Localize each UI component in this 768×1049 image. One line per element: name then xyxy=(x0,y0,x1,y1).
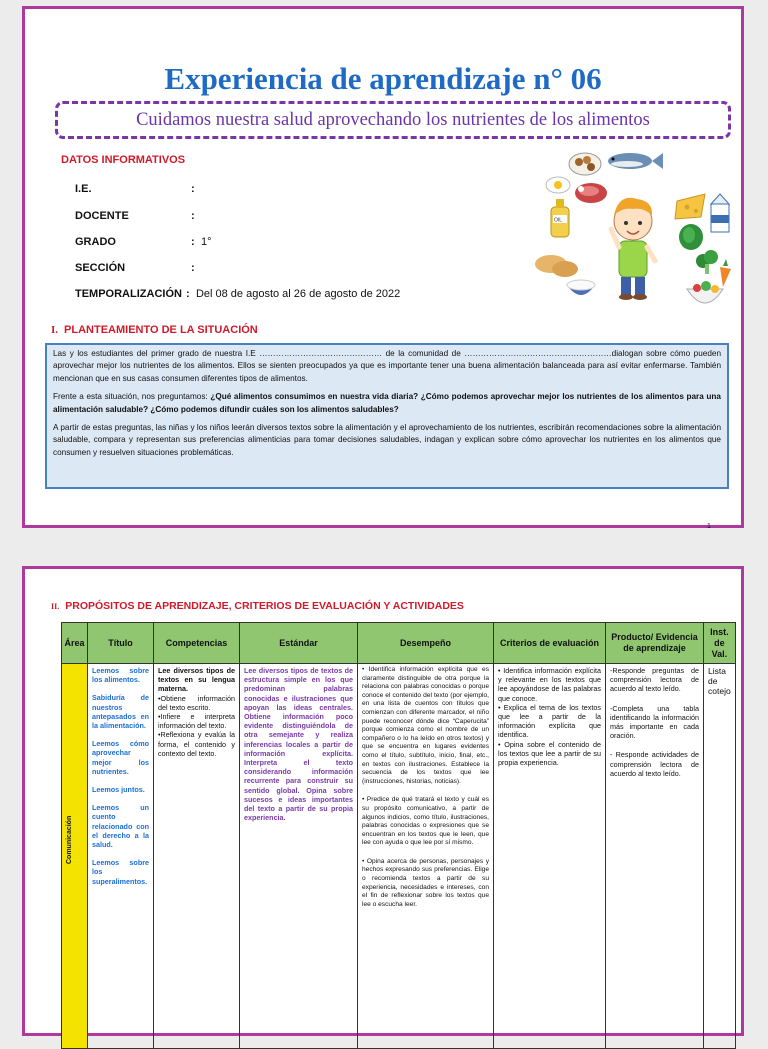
table-header-row xyxy=(62,623,736,664)
table-row xyxy=(62,664,736,1049)
field-docente: DOCENTE : xyxy=(75,210,195,222)
header-competencias: Competencias xyxy=(154,623,240,664)
field-grado: GRADO : 1° xyxy=(75,236,212,248)
producto-cell xyxy=(606,664,704,1049)
paragraph-questions: ¿Qué alimentos consumimos en nuestra vida diaria? ¿Cómo podemos aprovechar mejor los nutrientes de los alimentos para una alimentación saludable? ¿Cómo podemos difundir cuáles son los alimentos saludables? xyxy=(53,392,721,414)
desempeno-item: • Predice de qué tratará el texto y cuál es su propósito comunicativo, a partir de algunos indicios, como título, ilustraciones, palabras conocidas o expresiones que se encuentran en los textos que le leen, que lee con ayuda o que lee por sí mismo. xyxy=(362,796,489,847)
child-figure xyxy=(611,198,655,300)
page-title: Experiencia de aprendizaje n° 06 xyxy=(164,61,602,96)
titulo-cell xyxy=(88,664,154,1049)
bread-icon xyxy=(535,255,578,277)
criterio-item: • Identifica información explícita y relevante en los textos que lee apoyándose de las palabras que conoce. xyxy=(498,666,601,703)
criterios-cell xyxy=(494,664,606,1049)
fish-icon xyxy=(608,153,663,169)
document-page-1 xyxy=(22,6,744,528)
area-cell xyxy=(62,664,88,1049)
salad-bowl-icon xyxy=(687,281,723,303)
competencia-item: •Infiere e interpreta información del texto. xyxy=(158,712,235,731)
field-seccion: SECCIÓN : xyxy=(75,262,195,274)
situation-paragraph-1: Las y los estudiantes del primer grado de nuestra I.E ……………………………………… de la comunidad de ………………………………………………dialogan sobre cómo pueden aprovechar mejor los nutrientes de los alimentos. Ellos se sienten preocupados ya que es importante tener una buena alimentación balanceada para así evitar enfermarse. También mencionan que en sus casas consumen diferentes tipos de alimentos. xyxy=(53,349,721,383)
document-page-2 xyxy=(22,566,744,1036)
desempeno-item: • Identifica información explícita que es claramente distinguible de otra porque la relaciona con palabras conocidas o porque conoce el contenido del texto (por ejemplo, en una lista de cuentos con títulos que comienzan con diferente marcador, el niño puede reconocer dónde dice “Caperucita” porque comienza como el nombre de un compañero o lo ha leído en otros textos) y que se encuentra en lugares evidentes como el título, subtítulo, inicio, final, etc., en textos con ilustraciones. Establece la secuencia de los textos que lee (instrucciones, historias, noticias). xyxy=(362,666,489,785)
desempeno-cell xyxy=(358,664,494,1049)
meat-icon xyxy=(575,183,607,203)
header-titulo: Título xyxy=(88,623,154,664)
section-1-heading xyxy=(51,324,258,336)
healthy-food-illustration xyxy=(515,149,740,324)
egg-icon xyxy=(546,177,570,193)
subtitle: Cuidamos nuestra salud aprovechando los nutrientes de los alimentos xyxy=(136,110,650,130)
field-value: Del 08 de agosto al 26 de agosto de 2022 xyxy=(195,288,401,300)
criterio-item: • Explica el tema de los textos que lee a partir de la información explícita que identifica. xyxy=(498,702,601,740)
svg-text:OIL: OIL xyxy=(554,217,563,224)
situation-paragraph-2 xyxy=(53,391,721,416)
producto-item: - Responde actividades de comprensión lectora de acuerdo al texto leído. xyxy=(610,750,699,778)
producto-item: -Responde preguntas de comprensión lectora de acuerdo al texto leído. xyxy=(610,666,699,694)
titulo-item: Leemos un cuento relacionado con el derecho a la salud. xyxy=(92,803,149,850)
milk-carton-icon xyxy=(711,194,729,232)
header-instrumento: Inst. de Val. xyxy=(704,623,736,664)
field-label: SECCIÓN xyxy=(75,262,126,274)
area-label: Comunicación xyxy=(66,815,73,864)
section-title: PROPÓSITOS DE APRENDIZAJE, CRITERIOS DE EVALUACIÓN Y ACTIVIDADES xyxy=(65,600,464,612)
header-desempeno: Desempeño xyxy=(358,623,494,664)
field-label: DOCENTE xyxy=(75,210,129,222)
situation-box xyxy=(45,343,729,489)
field-value: 1° xyxy=(201,236,212,248)
competencias-cell xyxy=(154,664,240,1049)
titulo-item: Leemos cómo aprovechar mejor los nutrientes. xyxy=(92,739,149,776)
header-producto: Producto/ Evidencia de aprendizaje xyxy=(606,623,704,664)
instrumento-cell: Lista de cotejo xyxy=(704,664,736,1049)
section-title: PLANTEAMIENTO DE LA SITUACIÓN xyxy=(64,324,258,336)
oil-bottle-icon xyxy=(551,199,569,237)
cheese-icon xyxy=(675,194,705,219)
learning-plan-table xyxy=(61,622,736,1049)
estandar-text: Lee diversos tipos de textos de estructura simple en los que predominan palabras conocidas e ilustraciones que apoyan las ideas centrales. Obtiene información poco evidente distinguiéndola de otra semejante y realiza inferencias locales a partir de información explícita. Interpreta el texto considerando información recurrente para construir su sentido global. Opina sobre sucesos e ideas importantes del texto a partir de su propia experiencia. xyxy=(244,666,353,823)
section-2-heading xyxy=(51,600,464,612)
broccoli-icon xyxy=(696,250,718,274)
paragraph-intro: Frente a esta situación, nos preguntamos: xyxy=(53,392,211,402)
field-label: I.E. xyxy=(75,183,92,195)
titulo-item: Leemos sobre los superalimentos. xyxy=(92,858,149,886)
page-number: 1 xyxy=(707,523,711,530)
section-number: II. xyxy=(51,602,60,611)
field-temporalizacion: TEMPORALIZACIÓN : Del 08 de agosto al 26 de agosto de 2022 xyxy=(75,288,401,300)
section-number: I. xyxy=(51,324,59,336)
situation-paragraph-3: A partir de estas preguntas, las niñas y los niños leerán diversos textos sobre la alimentación y el aprovechamiento de los nutrientes, escribirán recomendaciones sobre la alimentación saludable, compara y representan sus preferencias alimenticias para tomar decisiones saludables, indagan y explican sobre cómo aprovechar los nutrientes en los alimentos que consumen y resuelven situaciones problemáticas. xyxy=(53,423,721,457)
rice-bowl-icon xyxy=(567,280,595,295)
titulo-item: Sabiduría de nuestros antepasados en la alimentación. xyxy=(92,693,149,731)
field-ie: I.E. : xyxy=(75,183,195,195)
header-criterios: Criterios de evaluación xyxy=(494,623,606,664)
field-label: TEMPORALIZACIÓN xyxy=(75,288,182,300)
producto-item: -Completa una tabla identificando la información más importante en cada oración. xyxy=(610,703,699,741)
carrot-icon xyxy=(720,259,731,287)
field-label: GRADO xyxy=(75,236,116,248)
datos-heading: DATOS INFORMATIVOS xyxy=(61,154,186,166)
subtitle-box xyxy=(55,101,731,139)
titulo-item: Leemos sobre los alimentos. xyxy=(92,666,149,685)
lettuce-icon xyxy=(679,224,703,250)
titulo-item: Leemos juntos. xyxy=(92,785,145,795)
competencia-item: •Obtiene información del texto escrito. xyxy=(158,693,235,712)
estandar-cell xyxy=(240,664,358,1049)
competencia-item: •Reflexiona y evalúa la forma, el contenido y contexto del texto. xyxy=(158,730,235,758)
header-estandar: Estándar xyxy=(240,623,358,664)
desempeno-item: • Opina acerca de personas, personajes y hechos expresando sus preferencias. Elige o recomienda textos a partir de su experiencia, necesidades e intereses, con el fin de reflexionar sobre los textos que lee o escucha leer. xyxy=(362,857,489,908)
header-area: Área xyxy=(62,623,88,664)
nuts-icon xyxy=(569,153,601,175)
criterio-item: • Opina sobre el contenido de los textos que lee a partir de su propia experiencia. xyxy=(498,739,601,768)
competencia-title: Lee diversos tipos de textos en su lengua materna. xyxy=(158,666,235,694)
